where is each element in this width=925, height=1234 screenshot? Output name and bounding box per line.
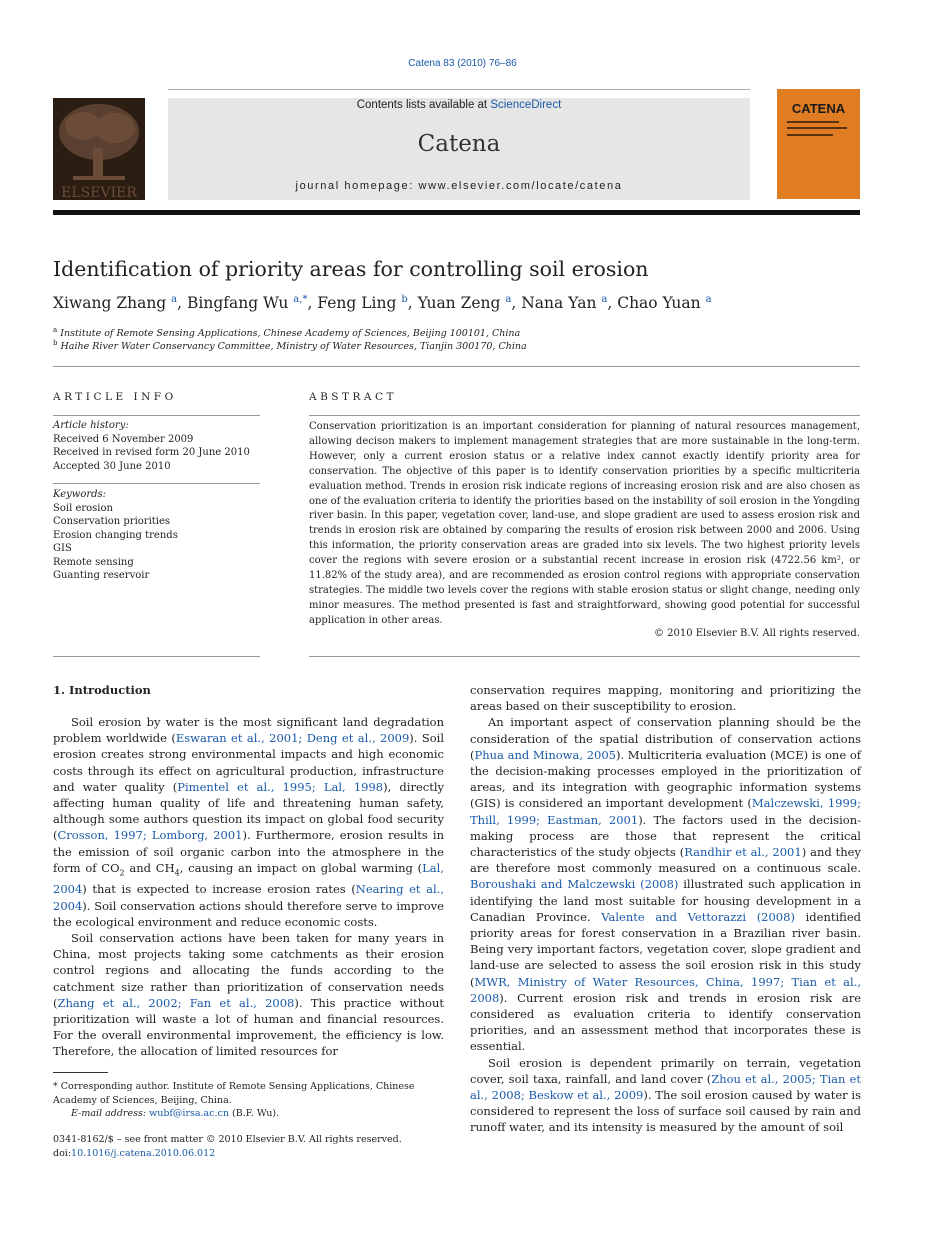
divider [309,415,860,416]
divider [53,366,860,367]
author-list: Xiwang Zhang $^a$, Bingfang Wu $^{a,*}$, Feng Ling $^b$, Yuan Zeng $^a$, Nana Yan $^a$, Chao Yuan $^a$ [53,294,712,313]
article-title: Identification of priority areas for controlling soil erosion [53,257,649,281]
author-affiliation-marker[interactable]: a [705,294,712,305]
journal-reference[interactable]: Catena 83 (2010) 76–86 [408,58,517,69]
keywords [53,488,260,583]
citation-link[interactable]: Nearing et al., 2004 [53,882,444,913]
doi-line: doi:10.1016/j.catena.2010.06.012 [53,1147,216,1159]
citation-link[interactable]: Boroushaki and Malczewski (2008) [470,877,679,892]
history-item: Received 6 November 2009 [53,433,194,445]
divider [53,415,260,416]
author: Xiwang Zhang [53,294,167,313]
corresponding-author-note: * Corresponding author. Institute of Remote Sensing Applications, Chinese Academy of Sciences, Beijing, China. [53,1081,415,1106]
footnote [53,1080,444,1121]
citation-link[interactable]: Zhang et al., 2002; Fan et al., 2008 [57,995,295,1010]
author-affiliation-marker[interactable]: a,* [293,294,308,305]
section-heading: 1. Introduction [53,683,151,697]
logo-wordmark: ELSEVIER [61,185,137,200]
affiliation-b: $^b$ Haihe River Water Conservancy Committee, Ministry of Water Resources, Tianjin 300170, China [53,339,527,353]
journal-name: Catena [417,131,501,157]
keyword: Conservation priorities [53,516,171,527]
elsevier-logo [53,98,145,200]
journal-cover [777,89,860,199]
author-affiliation-marker[interactable]: a [171,294,178,305]
abstract-heading: ABSTRACT [309,391,398,403]
cover-line [787,134,833,136]
citation-link[interactable]: Pimentel et al., 1995; Lal, 1998 [177,779,384,794]
divider [309,656,860,657]
author-affiliation-marker[interactable]: a [601,294,608,305]
email-line: E-mail address: wubf@irsa.ac.cn (B.F. Wu). [71,1108,280,1119]
author: Feng Ling [317,294,397,313]
keywords-label: Keywords: [53,489,107,500]
keyword: GIS [53,543,72,554]
abstract-text: Conservation prioritization is an important consideration for planning of natural resources management, allowing decison makers to implement management strategies that are more sustainable in the long-term. However, only a current erosion status or a relative index cannot exactly identify priority area for conservation. The objective of this paper is to identify conservation priorities by a specific multicriteria evaluation method. Trends in erosion risk indicate regions of increasing erosion risk and are also chosen as one of the evaluation criteria to identify the priorities based on the instability of soil erosion in the Yongding river basin. In this paper, vegetation cover, land-use, and slope gradient are used to assess erosion risk and trends in erosion risk are obtained by comparing the results of erosion risk between 2000 and 2006. Using this information, the priority conservation areas are graded into six levels. The two highest priority levels cover the regions with severe erosion or a substantial recent increase in erosion risk (4722.56 km², or 11.82% of the study area), and are recommended as erosion control regions with appropriate conservation strategies. The middle two levels cover the regions with stable erosion status or slight change, needing only minor measures. The method presented is fast and straightforward, showing good potential for successful application in other areas. [309,421,860,626]
keyword: Erosion changing trends [53,529,178,541]
history-item: Received in revised form 20 June 2010 [53,447,250,458]
paragraph: An important aspect of conservation planning should be the consideration of the spatial distribution of conservation actions (Phua and Minowa, 2005). Multicriteria evaluation (MCE) is one of the decision-making processes employed in the prioritization of areas, and its integration with geographic information systems (GIS) is considered an important development (Malczewski, 1999; Thill, 1999; Eastman, 2001). The factors used in the decision-making process are those that represent the critical characteristics of the study objects (Randhir et al., 2001) and they are therefore most commonly measured on a continuous scale. Boroushaki and Malczewski (2008) illustrated such application in identifying the land most suitable for housing development in a Canadian Province. Valente and Vettorazzi (2008) identified priority areas for forest conservation in a Brazilian river basin. Being very important factors, vegetation cover, slope gradient and land-use are selected to assess the soil erosion risk in this study (MWR, Ministry of Water Resources, China, 1997; Tian et al., 2008). Current erosion risk and trends in erosion risk are considered as evaluation criteria to identify conservation priorities, and an assessment method that incorporates these is essential. [470,715,862,1054]
citation-link[interactable]: Lal, 2004 [53,860,444,897]
citation-link[interactable]: Malczewski, 1999; Thill, 1999; Eastman, 2001 [470,796,861,827]
footnote-rule [53,1072,108,1073]
affiliation-a: $^a$ Institute of Remote Sensing Applications, Chinese Academy of Sciences, Beijing 100101, China [53,326,521,340]
citation-link[interactable]: Zhou et al., 2005; Tian et al., 2008; Beskow et al., 2009 [470,1071,861,1103]
contents-prefix: Contents lists available at [356,99,491,111]
author: Nana Yan [521,294,597,313]
paragraph: Soil erosion is dependent primarily on terrain, vegetation cover, soil taxa, rainfall, and land cover (Zhou et al., 2005; Tian et al., 2008; Beskow et al., 2009). The soil erosion caused by water is considered to represent the loss of surface soil caused by rain and runoff water, and its intensity is measured by the amount of soil [470,1055,862,1135]
keyword: Soil erosion [53,502,113,514]
issn-block [53,1133,402,1160]
citation-link[interactable]: MWR, Ministry of Water Resources, China, 1997; Tian et al., 2008 [470,974,861,1005]
citation-link[interactable]: Randhir et al., 2001 [684,845,802,860]
author-affiliation-marker[interactable]: b [401,294,408,305]
contents-line [168,99,750,111]
body-column-right [470,682,861,1136]
keyword: Remote sensing [53,556,134,568]
body-column-left [53,714,444,1060]
history-item: Accepted 30 June 2010 [53,460,171,472]
cover-line [787,127,847,129]
article-info-heading: ARTICLE INFO [53,391,177,403]
citation-link[interactable]: Valente and Vettorazzi (2008) [601,909,795,924]
history-label: Article history: [53,420,129,431]
divider [53,656,260,657]
paragraph: Soil conservation actions have been taken for many years in China, most projects taking some catchments as their erosion control regions and allocating the funds according to the catchment size rather than prioritization of conservation needs (Zhang et al., 2002; Fan et al., 2008). This practice without prioritization will waste a lot of human and financial resources. For the overall environmental improvement, the efficiency is low. Therefore, the allocation of limited resources for [53,930,444,1059]
copyright: © 2010 Elsevier B.V. All rights reserved. [653,628,860,639]
header-divider [168,89,750,90]
citation-link[interactable]: Crosson, 1997; Lomborg, 2001 [57,828,243,843]
journal-homepage[interactable]: journal homepage: www.elsevier.com/locate/catena [295,180,623,192]
divider [53,483,260,484]
sciencedirect-link[interactable]: ScienceDirect [490,99,562,111]
author: Chao Yuan [617,294,701,313]
citation-link[interactable]: Phua and Minowa, 2005 [474,747,616,762]
doi-link[interactable]: 10.1016/j.catena.2010.06.012 [71,1147,216,1159]
header-rule [53,210,860,215]
keyword: Guanting reservoir [53,570,150,581]
article-history [53,419,260,473]
paragraph: conservation requires mapping, monitoring and prioritizing the areas based on their susceptibility to erosion. [470,683,861,714]
front-matter-line: 0341-8162/$ – see front matter © 2010 Elsevier B.V. All rights reserved. [53,1134,402,1145]
paragraph: Soil erosion by water is the most significant land degradation problem worldwide (Eswaran et al., 2001; Deng et al., 2009). Soil erosion creates strong environmental impacts and high economic costs through its effect on agricultural production, infrastructure and water quality (Pimentel et al., 1995; Lal, 1998), directly affecting human quality of life and threatening human safety, although some authors question its impact on global food security (Crosson, 1997; Lomborg, 2001). Furthermore, erosion results in the emission of soil organic carbon into the atmosphere in the form of $CO_2$ and $CH_4$, causing an impact on global warming (Lal, 2004) that is expected to increase erosion rates (Nearing et al., 2004). Soil conservation actions should therefore serve to improve the ecological environment and reduce economic costs. [53,715,444,929]
cover-line [787,121,839,123]
cover-title: CATENA [791,101,846,116]
author-affiliation-marker[interactable]: a [505,294,512,305]
tree-icon [53,98,145,200]
email-link[interactable]: wubf@irsa.ac.cn [149,1108,229,1119]
author: Bingfang Wu [187,294,289,313]
citation-link[interactable]: Eswaran et al., 2001; Deng et al., 2009 [175,731,410,746]
author: Yuan Zeng [417,294,501,313]
